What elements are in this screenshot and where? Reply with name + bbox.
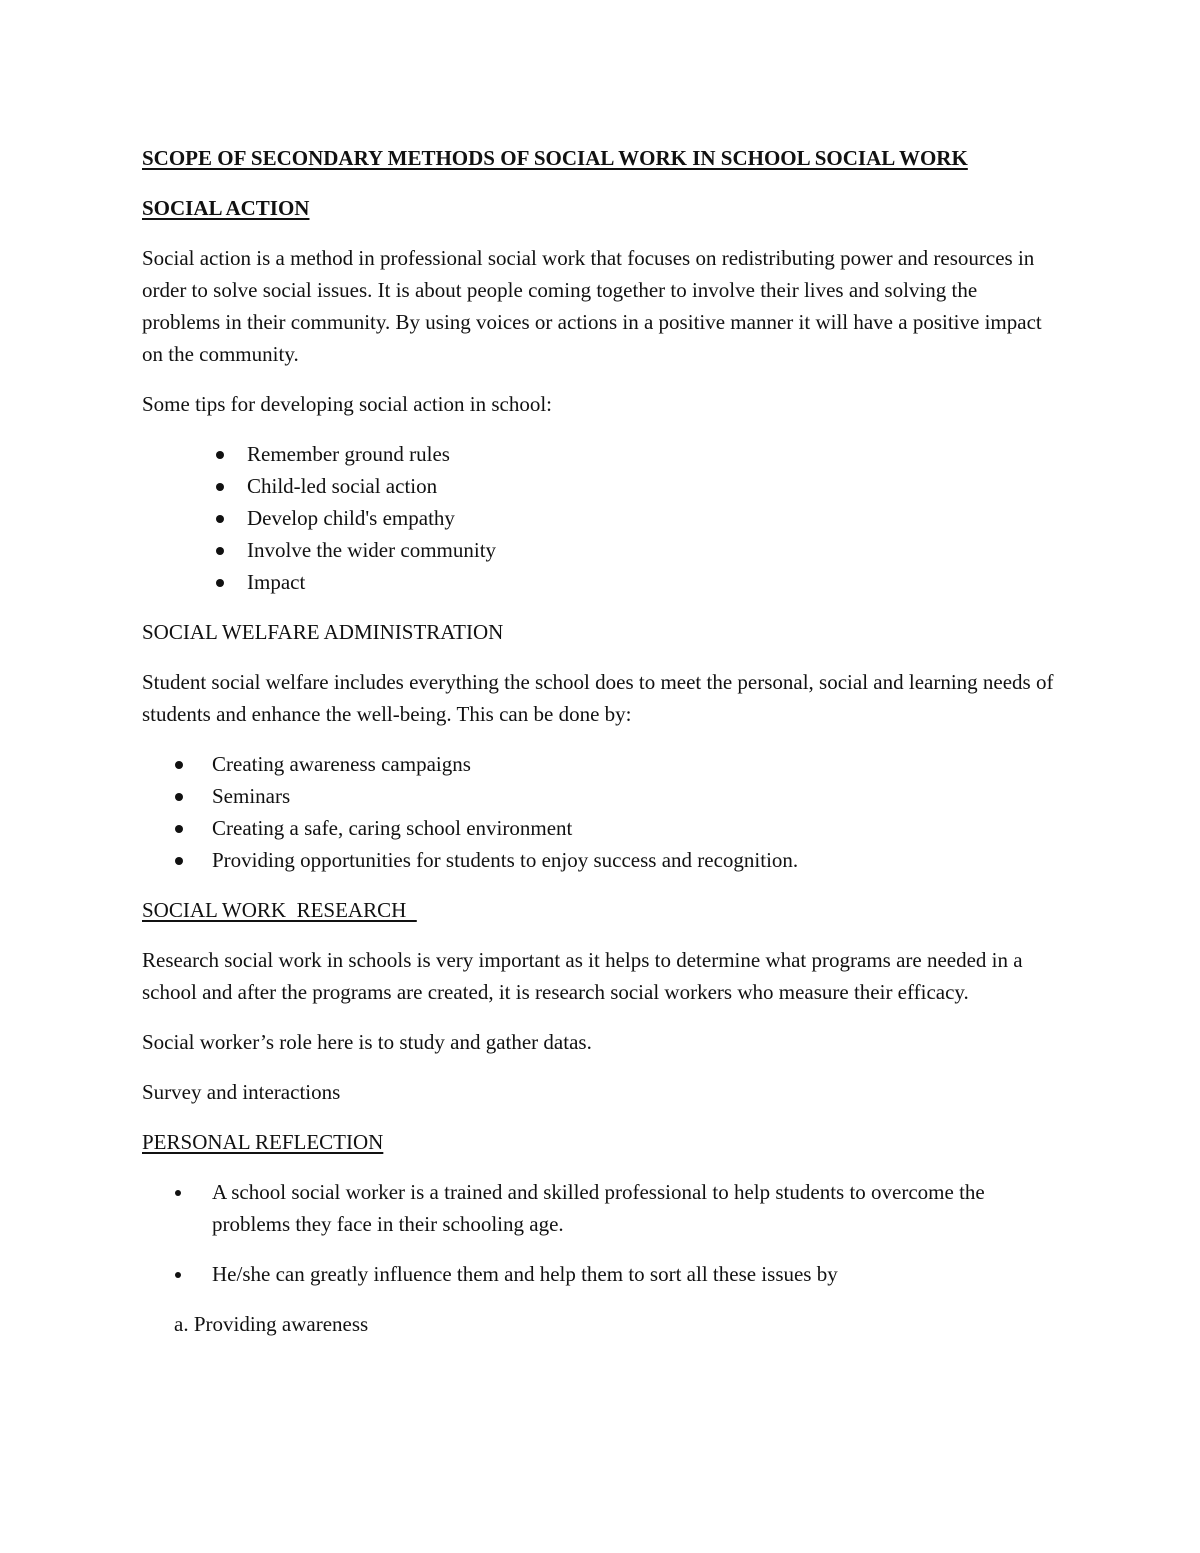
social-welfare-paragraph: Student social welfare includes everything the school does to meet the personal, social and learning needs of students and enhance the well-being. This can be done by: (142, 670, 1054, 726)
list-item: Creating a safe, caring school environment (142, 812, 1058, 844)
heading-social-welfare: SOCIAL WELFARE ADMINISTRATION (142, 620, 504, 644)
list-item: Impact (142, 566, 1058, 598)
welfare-list (142, 748, 1058, 876)
list-item: Child-led social action (142, 470, 1058, 502)
document-body (142, 142, 1058, 1340)
heading-social-action: SOCIAL ACTION (142, 196, 310, 220)
research-role: Social worker’s role here is to study and gather datas. (142, 1030, 592, 1054)
reflection-list (142, 1176, 1058, 1290)
list-item: Remember ground rules (142, 438, 1058, 470)
document-title: SCOPE OF SECONDARY METHODS OF SOCIAL WORK IN SCHOOL SOCIAL WORK (142, 146, 968, 170)
research-survey: Survey and interactions (142, 1080, 341, 1104)
list-item: Creating awareness campaigns (142, 748, 1058, 780)
list-item: He/she can greatly influence them and help them to sort all these issues by (142, 1258, 1058, 1290)
tips-list (142, 438, 1058, 598)
list-item: Providing opportunities for students to enjoy success and recognition. (142, 844, 1058, 876)
list-item: Develop child's empathy (142, 502, 1058, 534)
heading-reflection: PERSONAL REFLECTION (142, 1130, 384, 1154)
list-item: A school social worker is a trained and skilled professional to help students to overcome the problems they face in their schooling age. (142, 1176, 1058, 1240)
research-paragraph: Research social work in schools is very important as it helps to determine what programs are needed in a school and after the programs are created, it is research social workers who measure their efficacy. (142, 948, 1023, 1004)
social-action-paragraph: Social action is a method in professional social work that focuses on redistributing power and resources in order to solve social issues. It is about people coming together to involve their lives and solving the problems in their community. By using voices or actions in a positive manner it will have a positive impact on the community. (142, 246, 1042, 366)
list-item: Involve the wider community (142, 534, 1058, 566)
tips-intro: Some tips for developing social action in school: (142, 392, 553, 416)
reflection-sub-item: a. Providing awareness (174, 1312, 369, 1336)
list-item: Seminars (142, 780, 1058, 812)
heading-research: SOCIAL WORK RESEARCH (142, 898, 417, 922)
